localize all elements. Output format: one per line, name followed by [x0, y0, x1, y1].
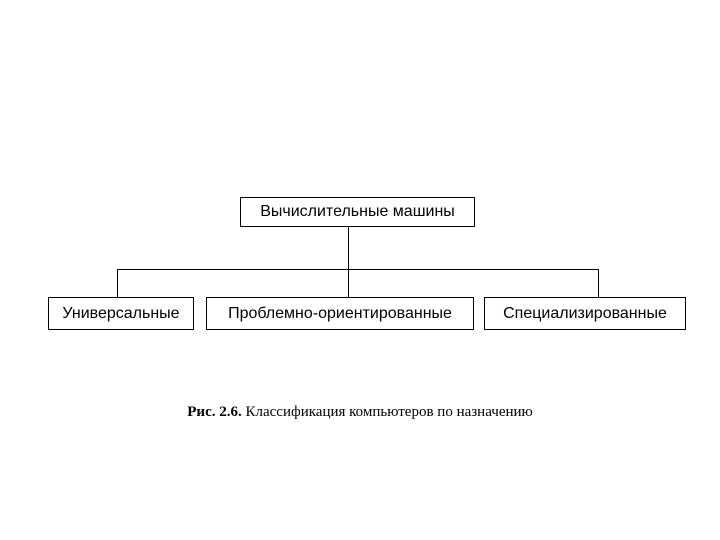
child-node-label: Специализированные: [503, 304, 667, 322]
figure-caption: [0, 404, 720, 421]
figure-caption-label: Рис. 2.6.: [187, 404, 242, 420]
connector-drop-specialized: [598, 269, 599, 297]
child-node-specialized: [484, 297, 686, 330]
root-node: [240, 197, 475, 227]
root-node-label: Вычислительные машины: [260, 203, 455, 220]
connector-horizontal: [117, 269, 599, 270]
figure-caption-text: Классификация компьютеров по назначению: [241, 404, 533, 420]
child-node-problem-oriented: [206, 297, 474, 330]
child-node-universal: [48, 297, 194, 330]
connector-drop-universal: [117, 269, 118, 297]
child-node-label: Универсальные: [62, 304, 180, 322]
connector-drop-problem-oriented: [348, 269, 349, 297]
connector-root-down: [348, 227, 349, 270]
child-node-label: Проблемно-ориентированные: [228, 304, 452, 322]
